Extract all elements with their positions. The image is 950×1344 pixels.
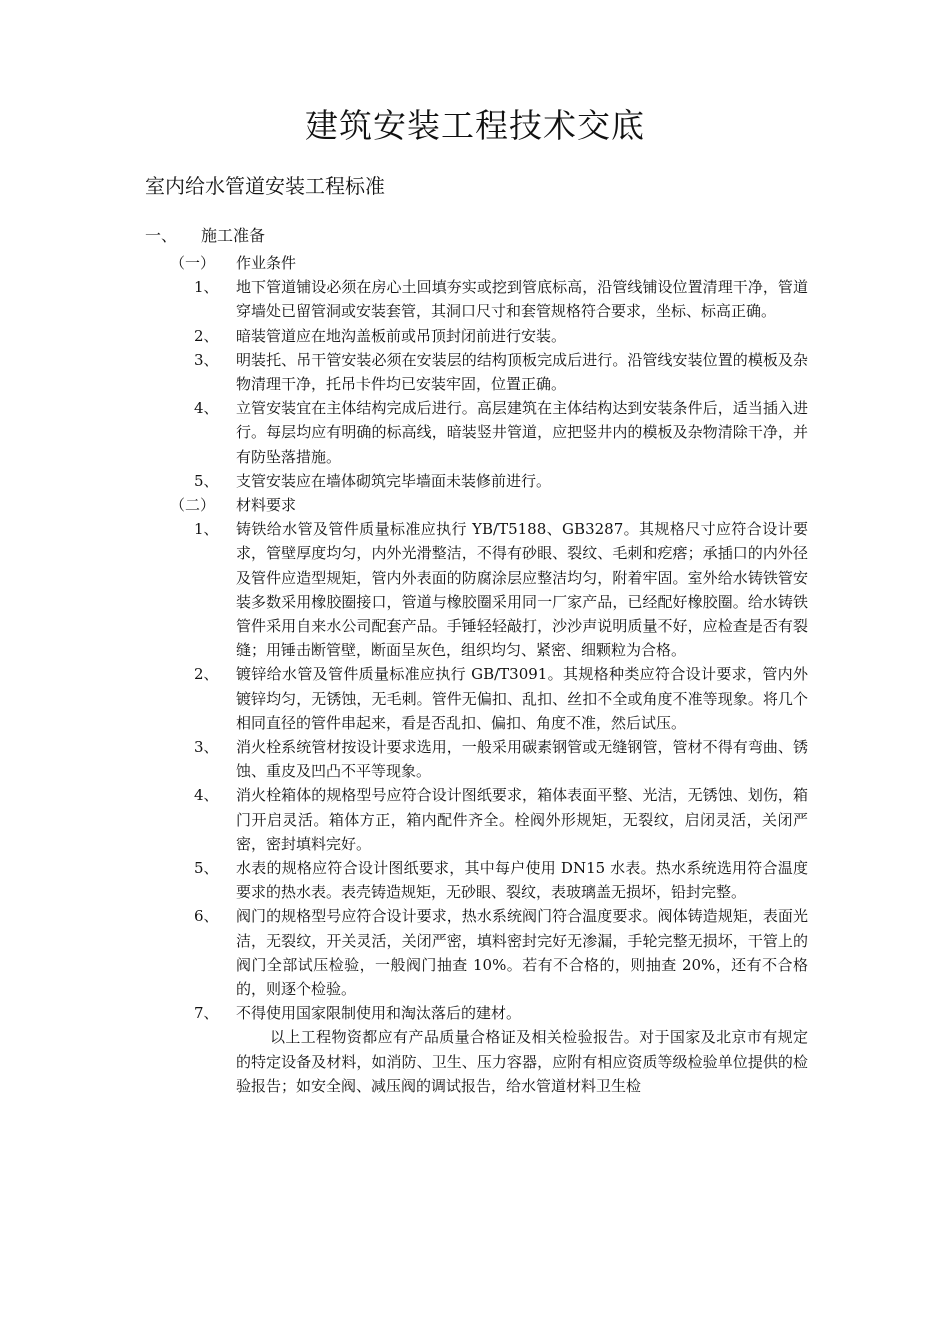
- item-number: 5、: [194, 471, 219, 490]
- subsection-title: 作业条件: [236, 254, 297, 272]
- subsection-number: （一）: [170, 254, 216, 272]
- item-number: 4、: [194, 399, 219, 418]
- document-title: 建筑安装工程技术交底: [305, 106, 645, 145]
- item-number: 6、: [194, 907, 219, 926]
- section-number: 一、: [145, 226, 178, 245]
- list-item: [0, 1001, 808, 1025]
- list-item: [0, 324, 808, 348]
- item-text: 明装托、吊干管安装必须在安装层的结构顶板完成后进行。沿管线安装位置的模板及杂物清理干净，托吊卡件均已安装牢固，位置正确。: [236, 350, 808, 393]
- item-number: 4、: [194, 786, 219, 805]
- item-text: 阀门的规格型号应符合设计要求，热水系统阀门符合温度要求。阀体铸造规矩，表面光洁，无裂纹，开关灵活，关闭严密，填料密封完好无渗漏，手轮完整无损坏，干管上的阀门全部试压检验，一般阀门抽查 10%。若有不合格的，则抽查 20%，还有不合格的，则逐个检验。: [236, 907, 808, 999]
- list-item: [0, 904, 808, 1001]
- item-number: 3、: [194, 350, 219, 369]
- item-text: 不得使用国家限制使用和淘汰落后的建材。: [236, 1004, 522, 1023]
- document-subtitle: 室内给水管道安装工程标准: [145, 174, 385, 198]
- item-number: 2、: [194, 665, 219, 684]
- list-item: [0, 396, 808, 469]
- item-number: 3、: [194, 738, 219, 757]
- subsection-heading: [0, 493, 950, 517]
- item-number: 2、: [194, 326, 219, 345]
- item-number: 7、: [194, 1004, 219, 1023]
- item-text: 支管安装应在墙体砌筑完毕墙面未装修前进行。: [236, 471, 552, 490]
- list-item: [0, 517, 808, 662]
- section-title: 施工准备: [201, 226, 266, 245]
- document-body: [0, 251, 950, 1098]
- item-text: 水表的规格应符合设计图纸要求，其中每户使用 DN15 水表。热水系统选用符合温度要求的热水表。表壳铸造规矩，无砂眼、裂纹，表玻璃盖无损坏，铅封完整。: [236, 859, 808, 902]
- list-item: [0, 662, 808, 735]
- list-item: [0, 469, 808, 493]
- subsection-number: （二）: [170, 496, 216, 515]
- closing-paragraph: 以上工程物资都应有产品质量合格证及相关检验报告。对于国家及北京市有规定的特定设备及材料，如消防、卫生、压力容器，应附有相应资质等级检验单位提供的检验报告；如安全阀、减压阀的调试报告，给水管道材料卫生检: [236, 1028, 808, 1095]
- list-item: [0, 856, 808, 904]
- subsection-heading: [0, 251, 950, 275]
- list-item: [0, 348, 808, 396]
- list-item: [0, 735, 808, 783]
- list-item: [0, 275, 808, 323]
- item-text: 镀锌给水管及管件质量标准应执行 GB/T3091。其规格种类应符合设计要求，管内外镀锌均匀，无锈蚀，无毛刺。管件无偏扣、乱扣、丝扣不全或角度不准等现象。将几个相同直径的管件串起来，看是否乱扣、偏扣、角度不准，然后试压。: [236, 665, 808, 732]
- item-number: 1、: [194, 278, 219, 297]
- item-text: 铸铁给水管及管件质量标准应执行 YB/T5188、GB3287。其规格尺寸应符合设计要求，管壁厚度均匀，内外光滑整洁，不得有砂眼、裂纹、毛刺和疙瘩；承插口的内外径及管件应造型规矩，管内外表面的防腐涂层应整洁均匀，附着牢固。室外给水铸铁管安装多数采用橡胶圈接口，管道与橡胶圈采用同一厂家产品，已经配好橡胶圈。给水铸铁管件采用自来水公司配套产品。手锤轻轻敲打，沙沙声说明质量不好，应检查是否有裂缝；用锤击断管壁，断面呈灰色，组织均匀、紧密、细颗粒为合格。: [236, 520, 808, 660]
- subsection-title: 材料要求: [236, 496, 297, 515]
- item-number: 1、: [194, 520, 219, 539]
- item-text: 消火栓箱体的规格型号应符合设计图纸要求，箱体表面平整、光洁，无锈蚀、划伤，箱门开启灵活。箱体方正，箱内配件齐全。栓阀外形规矩，无裂纹，启闭灵活，关闭严密，密封填料完好。: [236, 786, 808, 853]
- item-text: 暗装管道应在地沟盖板前或吊顶封闭前进行安装。: [236, 326, 567, 345]
- list-item: [0, 783, 808, 856]
- item-text: 地下管道铺设必须在房心土回填夯实或挖到管底标高，沿管线铺设位置清理干净，管道穿墙处已留管洞或安装套管，其洞口尺寸和套管规格符合要求，坐标、标高正确。: [236, 278, 808, 321]
- item-number: 5、: [194, 859, 219, 878]
- item-text: 消火栓系统管材按设计要求选用，一般采用碳素钢管或无缝钢管，管材不得有弯曲、锈蚀、重皮及凹凸不平等现象。: [236, 738, 808, 781]
- item-text: 立管安装宜在主体结构完成后进行。高层建筑在主体结构达到安装条件后，适当插入进行。每层均应有明确的标高线，暗装竖井管道，应把竖井内的模板及杂物清除干净，并有防坠落措施。: [236, 399, 808, 466]
